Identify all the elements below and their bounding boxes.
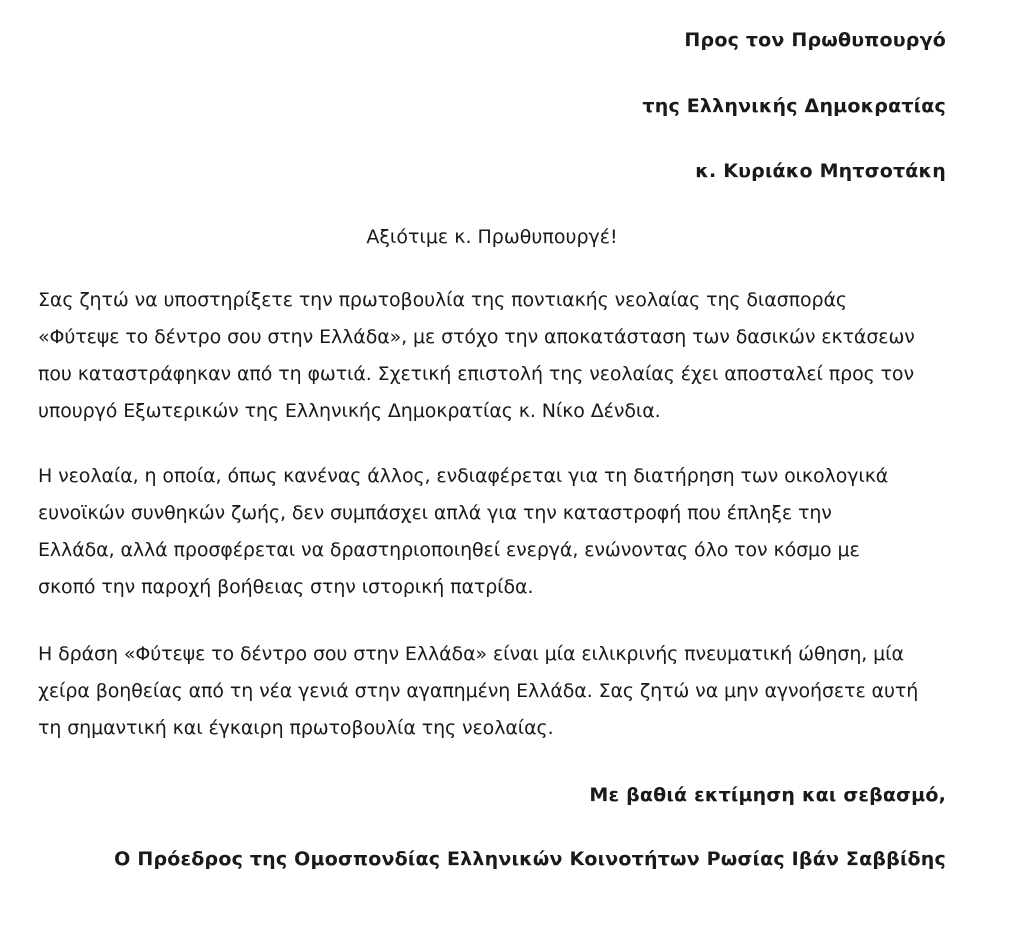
paragraph-line: Ελλάδα, αλλά προσφέρεται να δραστηριοποιηθεί ενεργά, ενώνοντας όλο τον κόσμο με bbox=[38, 539, 860, 561]
paragraph-line: τη σημαντική και έγκαιρη πρωτοβουλία της νεολαίας. bbox=[38, 717, 554, 739]
paragraph-line: που καταστράφηκαν από τη φωτιά. Σχετική επιστολή της νεολαίας έχει αποσταλεί προς τον bbox=[38, 363, 914, 385]
recipient-line-2: της Ελληνικής Δημοκρατίας bbox=[642, 95, 946, 117]
paragraph-line: ευνοϊκών συνθηκών ζωής, δεν συμπάσχει απλά για την καταστροφή που έπληξε την bbox=[38, 502, 832, 524]
paragraph-line: σκοπό την παροχή βοήθειας στην ιστορική πατρίδα. bbox=[38, 576, 534, 598]
paragraph-3 bbox=[38, 636, 946, 747]
greeting: Αξιότιμε κ. Πρωθυπουργέ! bbox=[366, 226, 618, 248]
paragraph-line: υπουργό Εξωτερικών της Ελληνικής Δημοκρατίας κ. Νίκο Δένδια. bbox=[38, 400, 661, 422]
paragraph-1 bbox=[38, 282, 946, 430]
recipient-line-1: Προς τον Πρωθυπουργό bbox=[684, 29, 946, 51]
letter-page bbox=[38, 0, 946, 932]
signature: Ο Πρόεδρος της Ομοσπονδίας Ελληνικών Κοινοτήτων Ρωσίας Ιβάν Σαββίδης bbox=[114, 848, 946, 870]
paragraph-line: Η νεολαία, η οποία, όπως κανένας άλλος, ενδιαφέρεται για τη διατήρηση των οικολογικά bbox=[38, 465, 889, 487]
paragraph-2 bbox=[38, 458, 946, 606]
recipient-line-3: κ. Κυριάκο Μητσοτάκη bbox=[695, 160, 946, 182]
paragraph-line: «Φύτεψε το δέντρο σου στην Ελλάδα», με στόχο την αποκατάσταση των δασικών εκτάσεων bbox=[38, 326, 915, 348]
paragraph-line: Η δράση «Φύτεψε το δέντρο σου στην Ελλάδα» είναι μία ειλικρινής πνευματική ώθηση, μία bbox=[38, 643, 904, 665]
closing-regards: Με βαθιά εκτίμηση και σεβασμό, bbox=[589, 784, 946, 806]
paragraph-line: Σας ζητώ να υποστηρίξετε την πρωτοβουλία της ποντιακής νεολαίας της διασποράς bbox=[38, 289, 847, 311]
paragraph-line: χείρα βοηθείας από τη νέα γενιά στην αγαπημένη Ελλάδα. Σας ζητώ να μην αγνοήσετε αυτή bbox=[38, 680, 919, 702]
